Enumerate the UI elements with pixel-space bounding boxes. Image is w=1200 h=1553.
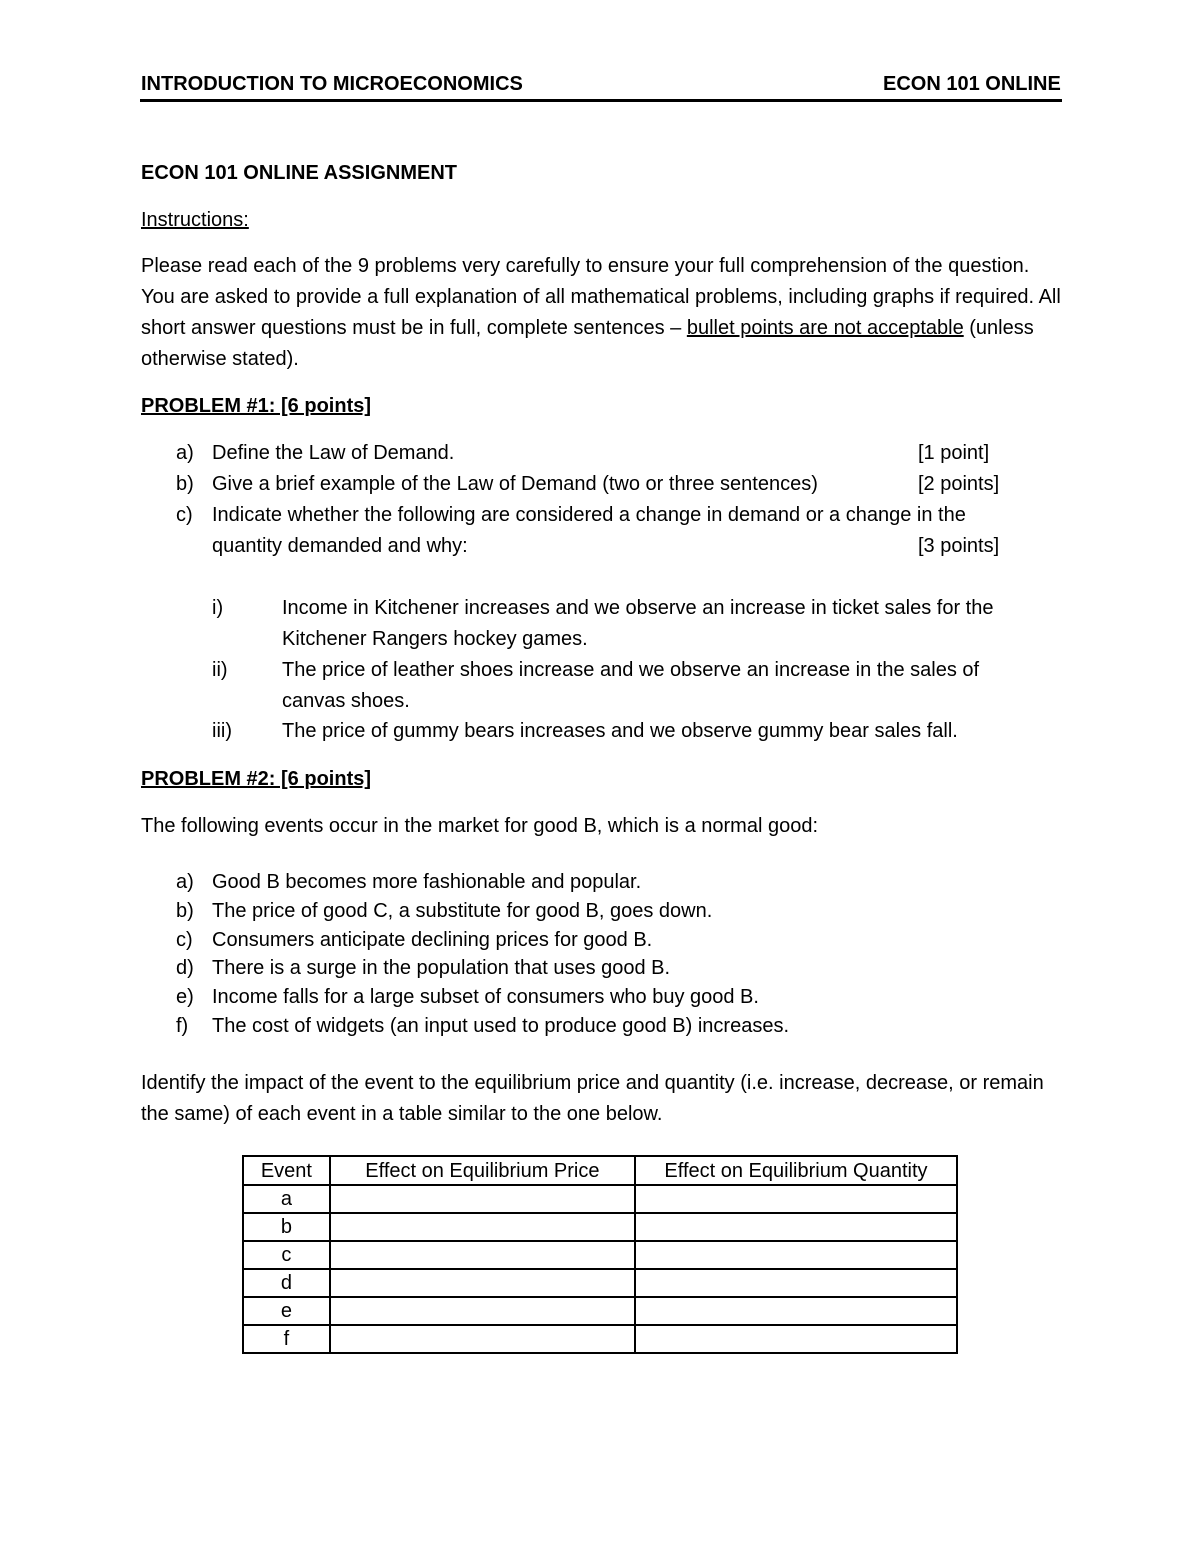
problem1-subitem-text: The price of gummy bears increases and we observe gummy bear sales fall.: [282, 720, 958, 742]
table-cell-quantity: [635, 1269, 957, 1297]
table-cell-quantity: [635, 1185, 957, 1213]
table-cell-quantity: [635, 1325, 957, 1353]
table-header-event: Event: [243, 1156, 330, 1185]
problem1-item-text-continued: quantity demanded and why:: [212, 535, 468, 557]
table-cell-event: a: [243, 1185, 330, 1213]
table-header-row: [243, 1156, 957, 1185]
problem2-intro: The following events occur in the market for good B, which is a normal good:: [141, 815, 819, 837]
problem1-subitem-text-continued: canvas shoes.: [282, 690, 410, 712]
assignment-title: ECON 101 ONLINE ASSIGNMENT: [141, 162, 457, 184]
table-row: [243, 1185, 957, 1213]
problem1-item-text: Indicate whether the following are considered a change in demand or a change in the: [212, 504, 966, 526]
problem2-item-label: a): [176, 871, 194, 893]
problem2-heading: PROBLEM #2: [6 points]: [141, 768, 372, 790]
problem1-heading: PROBLEM #1: [6 points]: [141, 395, 372, 417]
problem2-item-text: The cost of widgets (an input used to produce good B) increases.: [212, 1015, 790, 1037]
table-cell-price: [330, 1325, 635, 1353]
table-cell-event: c: [243, 1241, 330, 1269]
problem1-item-points: [1 point]: [918, 442, 990, 464]
problem1-subitem-label: ii): [212, 659, 228, 681]
instructions-text: [141, 251, 1061, 375]
problem1-item-text: Give a brief example of the Law of Demand (two or three sentences): [212, 473, 818, 495]
problem2-item-text: There is a surge in the population that uses good B.: [212, 957, 671, 979]
table-cell-event: e: [243, 1297, 330, 1325]
problem2-item-label: b): [176, 900, 194, 922]
header-course-title: INTRODUCTION TO MICROECONOMICS: [141, 73, 523, 95]
instructions-heading: Instructions:: [141, 209, 249, 231]
problem1-item-label: c): [176, 504, 193, 526]
problem1-item-text: Define the Law of Demand.: [212, 442, 455, 464]
problem2-item-text: The price of good C, a substitute for good B, goes down.: [212, 900, 713, 922]
table-cell-price: [330, 1297, 635, 1325]
problem1-subitem-label: i): [212, 597, 224, 619]
table-cell-event: d: [243, 1269, 330, 1297]
problem1-item-points: [3 points]: [918, 535, 1000, 557]
instructions-text-underlined: bullet points are not acceptable: [686, 317, 964, 339]
table-cell-event: b: [243, 1213, 330, 1241]
problem2-item-text: Good B becomes more fashionable and popular.: [212, 871, 642, 893]
problem2-item-text: Consumers anticipate declining prices for good B.: [212, 929, 653, 951]
table-cell-price: [330, 1213, 635, 1241]
table-cell-price: [330, 1241, 635, 1269]
table-cell-event: f: [243, 1325, 330, 1353]
problem1-item-points: [2 points]: [918, 473, 1000, 495]
table-row: [243, 1269, 957, 1297]
table-row: [243, 1325, 957, 1353]
problem1-subitem-text-continued: Kitchener Rangers hockey games.: [282, 628, 588, 650]
table-row: [243, 1213, 957, 1241]
table-cell-quantity: [635, 1213, 957, 1241]
problem2-item-label: e): [176, 986, 194, 1008]
table-header-quantity: Effect on Equilibrium Quantity: [635, 1156, 957, 1185]
instructions-text-part1: Please read each of the 9 problems very carefully to ensure your full comprehension of the question. You are asked to provide a full explanation of all mathematical problems, including graphs if required. All short answer questions must be in full, complete sentences –: [141, 255, 1061, 339]
table-header-price: Effect on Equilibrium Price: [330, 1156, 635, 1185]
problem2-item-label: f): [176, 1015, 189, 1037]
table-cell-price: [330, 1269, 635, 1297]
problem1-subitem-text: Income in Kitchener increases and we observe an increase in ticket sales for the: [282, 597, 994, 619]
header-course-code: ECON 101 ONLINE: [883, 73, 1061, 95]
table-cell-quantity: [635, 1241, 957, 1269]
table-row: [243, 1241, 957, 1269]
table-row: [243, 1297, 957, 1325]
equilibrium-effects-table: [242, 1155, 958, 1354]
table-cell-quantity: [635, 1297, 957, 1325]
problem1-item-label: a): [176, 442, 194, 464]
instructions-text-part2: (unless otherwise stated).: [141, 317, 1034, 370]
problem1-subitem-label: iii): [212, 720, 232, 742]
problem1-subitem-text: The price of leather shoes increase and we observe an increase in the sales of: [282, 659, 980, 681]
problem2-item-text: Income falls for a large subset of consumers who buy good B.: [212, 986, 759, 1008]
problem2-instruction: Identify the impact of the event to the equilibrium price and quantity (i.e. increase, decrease, or remain the same) of each event in a table similar to the one below.: [141, 1072, 1044, 1125]
table-cell-price: [330, 1185, 635, 1213]
problem2-item-label: d): [176, 957, 194, 979]
problem2-item-label: c): [176, 929, 193, 951]
header-divider: [140, 99, 1062, 102]
problem1-item-label: b): [176, 473, 194, 495]
